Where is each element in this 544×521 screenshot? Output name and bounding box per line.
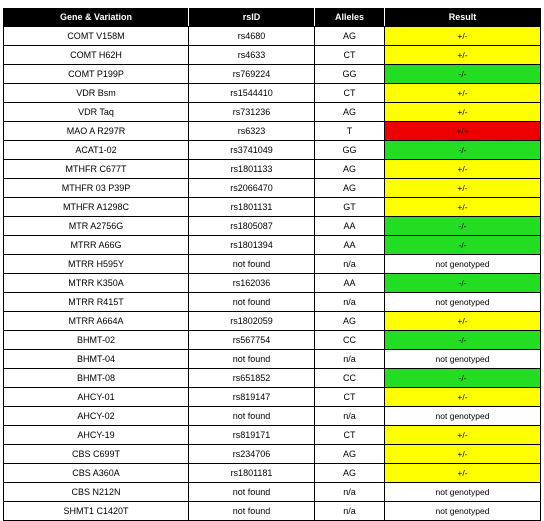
table-row	[4, 217, 541, 236]
result-cell: +/-	[385, 160, 541, 179]
table-row	[4, 274, 541, 293]
header-gene-variation: Gene & Variation	[4, 9, 189, 27]
gene-cell: CBS C699T	[4, 445, 189, 464]
result-cell: +/+	[385, 122, 541, 141]
result-cell: +/-	[385, 445, 541, 464]
alleles-cell: CT	[315, 388, 385, 407]
gene-cell: MTRR A66G	[4, 236, 189, 255]
gene-cell: COMT P199P	[4, 65, 189, 84]
alleles-cell: T	[315, 122, 385, 141]
rsid-cell: rs4633	[189, 46, 315, 65]
alleles-cell: GG	[315, 65, 385, 84]
result-cell: +/-	[385, 198, 541, 217]
gene-cell: MTRR K350A	[4, 274, 189, 293]
rsid-cell: rs1801181	[189, 464, 315, 483]
result-cell: -/-	[385, 369, 541, 388]
rsid-cell: rs651852	[189, 369, 315, 388]
alleles-cell: GG	[315, 141, 385, 160]
table-row	[4, 179, 541, 198]
rsid-cell: rs567754	[189, 331, 315, 350]
table-row	[4, 46, 541, 65]
alleles-cell: n/a	[315, 407, 385, 426]
table-row	[4, 483, 541, 502]
gene-cell: MTRR H595Y	[4, 255, 189, 274]
alleles-cell: CC	[315, 369, 385, 388]
table-row	[4, 312, 541, 331]
alleles-cell: AA	[315, 236, 385, 255]
result-cell: not genotyped	[385, 407, 541, 426]
result-cell: +/-	[385, 46, 541, 65]
gene-cell: CBS N212N	[4, 483, 189, 502]
rsid-cell: rs6323	[189, 122, 315, 141]
alleles-cell: AA	[315, 274, 385, 293]
alleles-cell: AG	[315, 464, 385, 483]
gene-cell: MTHFR C677T	[4, 160, 189, 179]
gene-cell: COMT H62H	[4, 46, 189, 65]
alleles-cell: CT	[315, 426, 385, 445]
alleles-cell: AG	[315, 160, 385, 179]
rsid-cell: rs819171	[189, 426, 315, 445]
result-cell: +/-	[385, 312, 541, 331]
alleles-cell: CT	[315, 84, 385, 103]
result-cell: -/-	[385, 274, 541, 293]
result-cell: -/-	[385, 236, 541, 255]
gene-cell: MTRR R415T	[4, 293, 189, 312]
rsid-cell: rs1801394	[189, 236, 315, 255]
rsid-cell: rs234706	[189, 445, 315, 464]
table-row	[4, 464, 541, 483]
alleles-cell: AG	[315, 445, 385, 464]
header-result: Result	[385, 9, 541, 27]
rsid-cell: rs1805087	[189, 217, 315, 236]
rsid-cell: rs162036	[189, 274, 315, 293]
gene-cell: MTRR A664A	[4, 312, 189, 331]
gene-cell: BHMT-08	[4, 369, 189, 388]
gene-cell: ACAT1-02	[4, 141, 189, 160]
rsid-cell: rs769224	[189, 65, 315, 84]
alleles-cell: AG	[315, 179, 385, 198]
gene-cell: AHCY-01	[4, 388, 189, 407]
result-cell: +/-	[385, 179, 541, 198]
result-cell: not genotyped	[385, 255, 541, 274]
table-row	[4, 236, 541, 255]
result-cell: not genotyped	[385, 350, 541, 369]
rsid-cell: not found	[189, 350, 315, 369]
result-cell: +/-	[385, 464, 541, 483]
alleles-cell: AG	[315, 312, 385, 331]
alleles-cell: AA	[315, 217, 385, 236]
rsid-cell: rs1802059	[189, 312, 315, 331]
gene-cell: VDR Bsm	[4, 84, 189, 103]
table-row	[4, 65, 541, 84]
result-cell: +/-	[385, 388, 541, 407]
gene-cell: MTHFR 03 P39P	[4, 179, 189, 198]
alleles-cell: GT	[315, 198, 385, 217]
result-cell: not genotyped	[385, 483, 541, 502]
gene-cell: CBS A360A	[4, 464, 189, 483]
gene-cell: MTR A2756G	[4, 217, 189, 236]
header-alleles: Alleles	[315, 9, 385, 27]
alleles-cell: n/a	[315, 502, 385, 521]
gene-cell: BHMT-02	[4, 331, 189, 350]
result-cell: -/-	[385, 65, 541, 84]
gene-cell: MAO A R297R	[4, 122, 189, 141]
result-cell: -/-	[385, 331, 541, 350]
table-body	[4, 27, 541, 521]
table-row	[4, 141, 541, 160]
rsid-cell: rs1801133	[189, 160, 315, 179]
result-cell: +/-	[385, 27, 541, 46]
table-row	[4, 369, 541, 388]
rsid-cell: rs4680	[189, 27, 315, 46]
genotype-results-table	[3, 8, 541, 521]
alleles-cell: AG	[315, 27, 385, 46]
gene-cell: SHMT1 C1420T	[4, 502, 189, 521]
gene-cell: AHCY-02	[4, 407, 189, 426]
alleles-cell: CT	[315, 46, 385, 65]
table-row	[4, 293, 541, 312]
alleles-cell: CC	[315, 331, 385, 350]
result-cell: -/-	[385, 141, 541, 160]
rsid-cell: not found	[189, 293, 315, 312]
rsid-cell: not found	[189, 255, 315, 274]
table-row	[4, 502, 541, 521]
header-rsid: rsID	[189, 9, 315, 27]
rsid-cell: not found	[189, 502, 315, 521]
table-header-row	[4, 9, 541, 27]
alleles-cell: n/a	[315, 255, 385, 274]
gene-cell: AHCY-19	[4, 426, 189, 445]
result-cell: not genotyped	[385, 502, 541, 521]
table-row	[4, 426, 541, 445]
result-cell: +/-	[385, 84, 541, 103]
table-row	[4, 160, 541, 179]
alleles-cell: AG	[315, 103, 385, 122]
gene-cell: VDR Taq	[4, 103, 189, 122]
alleles-cell: n/a	[315, 350, 385, 369]
alleles-cell: n/a	[315, 293, 385, 312]
result-cell: +/-	[385, 426, 541, 445]
gene-cell: MTHFR A1298C	[4, 198, 189, 217]
alleles-cell: n/a	[315, 483, 385, 502]
rsid-cell: rs1801131	[189, 198, 315, 217]
table-row	[4, 255, 541, 274]
rsid-cell: rs1544410	[189, 84, 315, 103]
result-cell: not genotyped	[385, 293, 541, 312]
table-row	[4, 350, 541, 369]
table-row	[4, 445, 541, 464]
gene-cell: BHMT-04	[4, 350, 189, 369]
result-cell: +/-	[385, 103, 541, 122]
table-row	[4, 103, 541, 122]
table-row	[4, 27, 541, 46]
table-row	[4, 122, 541, 141]
table-row	[4, 198, 541, 217]
rsid-cell: rs2066470	[189, 179, 315, 198]
rsid-cell: rs731236	[189, 103, 315, 122]
rsid-cell: not found	[189, 483, 315, 502]
table-row	[4, 388, 541, 407]
gene-cell: COMT V158M	[4, 27, 189, 46]
table-row	[4, 407, 541, 426]
table-row	[4, 331, 541, 350]
table-row	[4, 84, 541, 103]
rsid-cell: rs819147	[189, 388, 315, 407]
rsid-cell: not found	[189, 407, 315, 426]
result-cell: -/-	[385, 217, 541, 236]
rsid-cell: rs3741049	[189, 141, 315, 160]
